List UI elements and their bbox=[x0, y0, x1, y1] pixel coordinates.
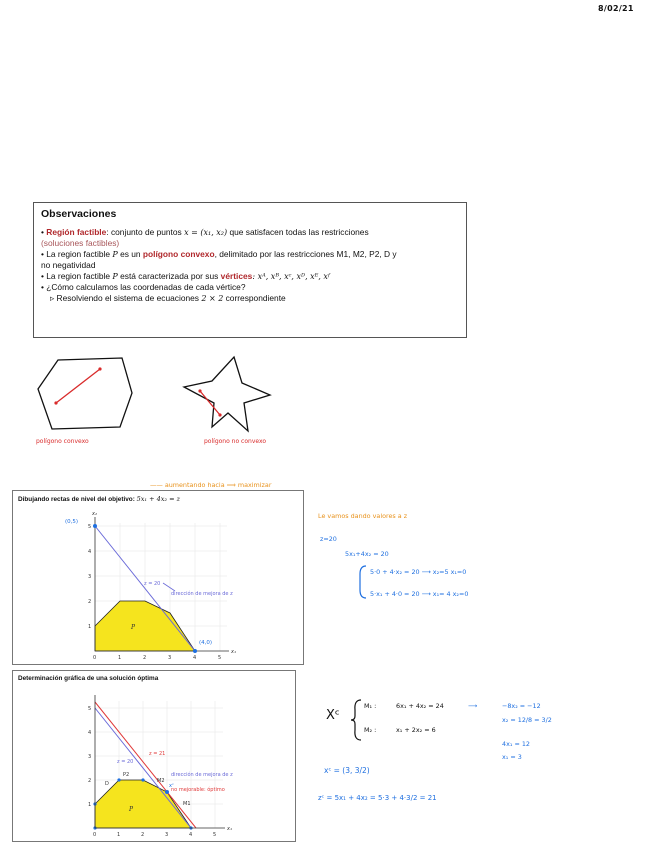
notes2-m2-eq: x₁ + 2x₂ = 6 bbox=[396, 726, 436, 734]
term-region-factible: Región factible bbox=[46, 227, 107, 237]
segment-line bbox=[56, 369, 100, 403]
panel2-chart bbox=[13, 683, 295, 841]
notes2-side3: 4x₁ = 12 bbox=[502, 740, 530, 748]
x-tick: 4 bbox=[193, 655, 197, 661]
z20-label: z = 20 bbox=[144, 581, 161, 587]
x-tick: 3 bbox=[165, 832, 169, 838]
math-p: P bbox=[112, 250, 118, 259]
segment-endpoint bbox=[218, 413, 221, 416]
panel2-title: Determinación gráfica de una solución óptima bbox=[18, 675, 159, 682]
point-0-5 bbox=[93, 524, 97, 528]
z20-label: z = 20 bbox=[117, 759, 134, 765]
notes2-side1: −8x₂ = −12 bbox=[502, 702, 541, 710]
math-2x2: 2 × 2 bbox=[201, 294, 224, 303]
bullet-text: correspondiente bbox=[223, 293, 286, 303]
math-p: P bbox=[112, 272, 118, 281]
xc-label: xᶜ bbox=[169, 783, 174, 789]
notes1-eq: 5x₁+4x₂ = 20 bbox=[345, 550, 389, 558]
annotation-maximize: —— aumentando hacia ⟹ maximizar bbox=[150, 481, 272, 489]
segment-endpoint bbox=[54, 401, 57, 404]
observaciones-box bbox=[33, 202, 467, 338]
panel1-chart bbox=[13, 503, 303, 663]
date-note: 8/02/21 bbox=[598, 4, 634, 13]
direction-label: dirección de mejora de z bbox=[171, 591, 233, 597]
bullet-text: , delimitado por las restricciones M1, M2, P2, D y bbox=[214, 249, 397, 259]
x-axis-label: x₁ bbox=[227, 826, 232, 832]
y-axis-label: x₂ bbox=[92, 511, 97, 517]
y-tick: 3 bbox=[88, 574, 92, 580]
d-label: D bbox=[105, 781, 109, 787]
arrow-right: ⟶ bbox=[468, 702, 478, 710]
y-tick: 5 bbox=[88, 706, 92, 712]
notes2-zc-result: zᶜ = 5x₁ + 4x₂ = 5·3 + 4·3/2 = 21 bbox=[318, 794, 437, 802]
region-p-label: P bbox=[131, 624, 136, 631]
x-tick: 2 bbox=[141, 832, 145, 838]
x-tick: 1 bbox=[118, 655, 122, 661]
y-tick: 1 bbox=[88, 624, 92, 630]
convex-polygon-sketch bbox=[30, 355, 150, 435]
optimal-label: no mejorable: óptimo bbox=[171, 787, 225, 793]
x-tick: 0 bbox=[93, 832, 97, 838]
math-vertices: : xᴬ, xᴮ, xᶜ, xᴰ, xᴱ, xᶠ bbox=[252, 272, 330, 281]
x-tick: 3 bbox=[168, 655, 172, 661]
x-tick: 4 bbox=[189, 832, 193, 838]
bullet-text: ▹ Resolviendo el sistema de ecuaciones bbox=[50, 293, 202, 303]
vertex bbox=[141, 778, 144, 781]
optimal-vertex-xc bbox=[165, 790, 169, 794]
bullet-text: • La region factible bbox=[41, 249, 113, 259]
term-vertices: vértices bbox=[220, 271, 253, 281]
direction-label: dirección de mejora de z bbox=[171, 772, 233, 778]
bullet-text: : conjunto de puntos bbox=[106, 227, 185, 237]
notes1-sys2: 5·x₁ + 4·0 = 20 ⟶ x₁= 4 x₂=0 bbox=[370, 590, 469, 598]
soluciones-factibles: (soluciones factibles) bbox=[41, 238, 120, 248]
y-tick: 2 bbox=[88, 599, 92, 605]
panel-rectas-nivel bbox=[12, 490, 304, 665]
notes1-heading: Le vamos dando valores a z bbox=[318, 512, 408, 520]
z21-label: z = 21 bbox=[149, 751, 166, 757]
segment-endpoint bbox=[198, 389, 201, 392]
star-shape bbox=[184, 357, 270, 431]
direction-arrow bbox=[163, 583, 175, 591]
notes1-sys1: 5·0 + 4·x₂ = 20 ⟶ x₂=5 x₁=0 bbox=[370, 568, 467, 576]
panel1-title-text: Dibujando rectas de nivel del objetivo: bbox=[18, 496, 137, 503]
panel1-title bbox=[18, 495, 180, 503]
hexagon-shape bbox=[38, 358, 132, 429]
y-tick: 1 bbox=[88, 802, 92, 808]
point-bottom-label: (4,0) bbox=[199, 640, 213, 646]
x-tick: 2 bbox=[143, 655, 147, 661]
panel-solucion-optima bbox=[12, 670, 296, 842]
convex-label: polígono convexo bbox=[36, 438, 89, 445]
x-tick: 0 bbox=[93, 655, 97, 661]
region-p-label: P bbox=[129, 806, 134, 813]
term-poligono-convexo: polígono convexo bbox=[142, 249, 215, 259]
m1-label: M1 bbox=[183, 801, 191, 807]
x-tick: 5 bbox=[218, 655, 222, 661]
panel1-title-math: 5x₁ + 4x₂ = z bbox=[136, 495, 181, 503]
point-4-0 bbox=[193, 649, 197, 653]
y-tick: 4 bbox=[88, 730, 92, 736]
y-tick: 2 bbox=[88, 778, 92, 784]
vertex bbox=[117, 778, 120, 781]
x-tick: 5 bbox=[213, 832, 217, 838]
notes2-m1-label: M₁ : bbox=[364, 702, 377, 710]
sub-bullet-answer bbox=[41, 293, 459, 304]
bullet-region-factible bbox=[41, 227, 459, 238]
segment-endpoint bbox=[98, 367, 101, 370]
notes2-side2: x₂ = 12/8 = 3/2 bbox=[502, 716, 552, 724]
notes2-xc-result: xᶜ = (3, 3/2) bbox=[324, 766, 370, 775]
segment-line bbox=[200, 391, 220, 415]
bullet-text: es un bbox=[117, 249, 143, 259]
y-tick: 5 bbox=[88, 524, 92, 530]
x-axis-label: x₁ bbox=[231, 649, 236, 655]
bullet-poligono-convexo bbox=[41, 249, 459, 260]
notes2-m2-label: M₂ : bbox=[364, 726, 377, 734]
bullet-text: • bbox=[41, 227, 47, 237]
notes2-side4: x₁ = 3 bbox=[502, 753, 522, 761]
bullet-question: • ¿Cómo calculamos las coordenadas de cada vértice? bbox=[41, 282, 246, 292]
p2-label: P2 bbox=[123, 772, 130, 778]
y-tick: 3 bbox=[88, 754, 92, 760]
nonconvex-label: polígono no convexo bbox=[204, 438, 267, 445]
nonconvex-polygon-sketch bbox=[178, 355, 278, 435]
notes1-z: z=20 bbox=[320, 535, 337, 543]
system2-brace bbox=[350, 698, 364, 742]
system-brace bbox=[358, 564, 368, 600]
bullet-text-cont: no negatividad bbox=[41, 260, 96, 270]
bullet-text: que satisfacen todas las restricciones bbox=[227, 227, 369, 237]
notes2-m1-eq: 6x₁ + 4x₂ = 24 bbox=[396, 702, 444, 710]
point-top-label: (0,5) bbox=[65, 519, 79, 525]
notes2-xc: Xᶜ bbox=[326, 708, 340, 723]
y-tick: 4 bbox=[88, 549, 92, 555]
math-x: x = (x₁, x₂) bbox=[184, 228, 228, 237]
bullet-vertices bbox=[41, 271, 459, 282]
bullet-text: está caracterizada por sus bbox=[117, 271, 221, 281]
observaciones-title: Observaciones bbox=[41, 208, 117, 220]
m2-label: M2 bbox=[157, 778, 165, 784]
bullet-text: • La region factible bbox=[41, 271, 113, 281]
x-tick: 1 bbox=[117, 832, 121, 838]
